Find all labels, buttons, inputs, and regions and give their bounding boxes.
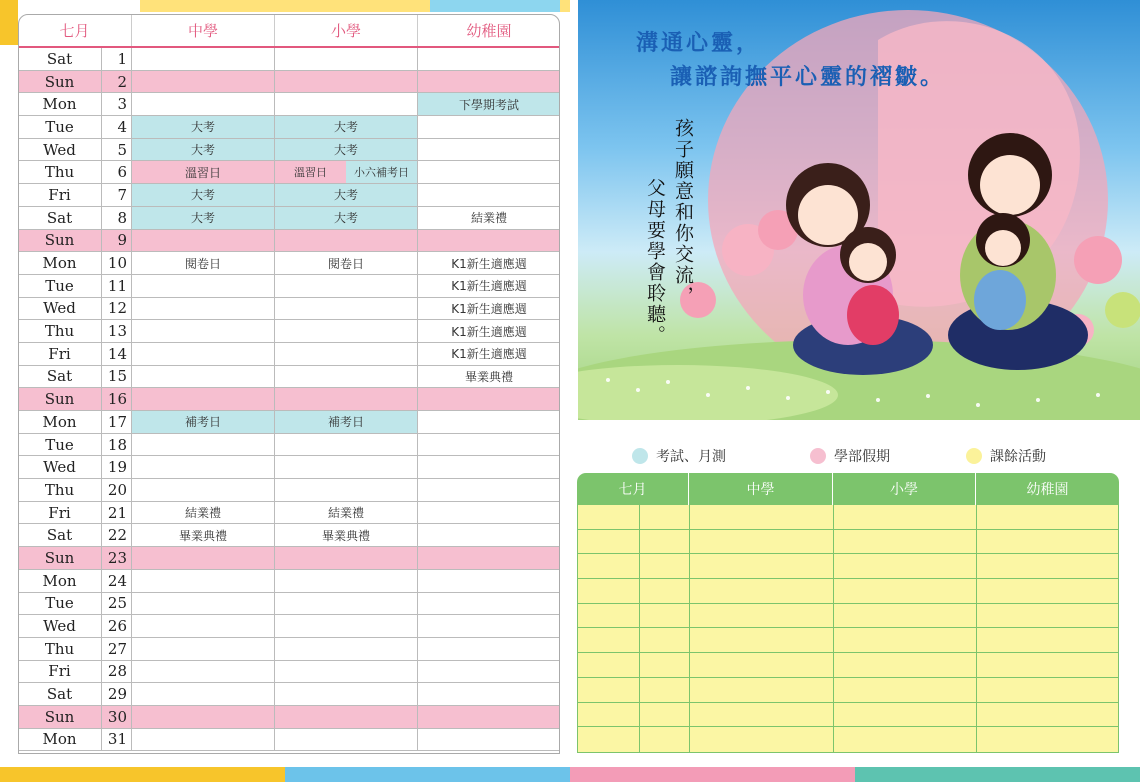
day-number: 4 [102,116,132,138]
notes-row [578,703,1118,728]
primary-cell [275,298,418,320]
day-name: Thu [18,479,102,501]
notes-cell [578,505,640,529]
calendar-row [18,230,560,253]
day-name: Tue [18,116,102,138]
day-number: 5 [102,139,132,161]
calendar-row [18,638,560,661]
calendar-rows [18,48,560,751]
calendar-row [18,252,560,275]
kindergarten-cell [418,456,560,478]
kindergarten-cell [418,71,560,93]
notes-cell [690,727,834,752]
secondary-cell: 大考 [132,139,275,161]
july-calendar [18,14,560,754]
notes-table-header [577,473,1119,505]
secondary-cell [132,683,275,705]
secondary-cell: 溫習日 [132,161,275,183]
kindergarten-cell [418,434,560,456]
kindergarten-cell [418,184,560,206]
day-name: Tue [18,434,102,456]
secondary-cell [132,298,275,320]
notes-cell [834,554,977,578]
notes-cell [834,505,977,529]
secondary-cell [132,706,275,728]
calendar-row [18,524,560,547]
day-number: 20 [102,479,132,501]
kindergarten-cell: 下學期考試 [418,93,560,115]
day-name: Sun [18,71,102,93]
secondary-cell [132,456,275,478]
day-name: Wed [18,456,102,478]
day-number: 31 [102,729,132,751]
notes-cell [834,727,977,752]
kindergarten-cell [418,729,560,751]
day-name: Sun [18,706,102,728]
day-name: Sun [18,547,102,569]
day-number: 21 [102,502,132,524]
calendar-row [18,479,560,502]
header-primary: 小學 [275,14,418,46]
primary-cell [275,683,418,705]
secondary-cell [132,547,275,569]
notes-cell [640,505,690,529]
notes-row [578,604,1118,629]
secondary-cell [132,729,275,751]
legend-item-holiday [810,446,890,466]
day-number: 18 [102,434,132,456]
notes-row [578,505,1118,530]
secondary-cell [132,48,275,70]
primary-cell [275,729,418,751]
header-kindergarten: 幼稚園 [466,21,512,40]
notes-cell [640,604,690,628]
calendar-row [18,93,560,116]
kindergarten-cell [418,139,560,161]
primary-cell [275,71,418,93]
notes-cell [977,604,1118,628]
illustration-title-line1: 溝通心靈， [636,30,762,56]
primary-cell [275,593,418,615]
day-name: Mon [18,729,102,751]
day-number: 6 [102,161,132,183]
illustration-panel [578,0,1140,420]
primary-cell: 大考 [275,207,418,229]
notes-cell [690,678,834,702]
day-number: 19 [102,456,132,478]
day-name: Thu [18,638,102,660]
kindergarten-cell [418,230,560,252]
primary-cell-part: 溫習日 [275,161,346,183]
calendar-row [18,661,560,684]
notes-row [578,530,1118,555]
day-number: 15 [102,366,132,388]
notes-cell [578,628,640,652]
kindergarten-cell [418,638,560,660]
secondary-cell [132,388,275,410]
secondary-cell: 大考 [132,184,275,206]
primary-cell: 大考 [275,139,418,161]
notes-cell [834,530,977,554]
primary-cell [275,479,418,501]
day-number: 14 [102,343,132,365]
notes-cell [578,703,640,727]
kindergarten-cell: K1新生適應週 [451,347,527,362]
notes-table [577,473,1119,753]
secondary-cell [132,638,275,660]
notes-header-primary: 小學 [833,473,976,505]
primary-cell [275,661,418,683]
calendar-row [18,570,560,593]
primary-cell: 大考 [275,116,418,138]
notes-row [578,653,1118,678]
kindergarten-cell [418,388,560,410]
day-name: Fri [18,184,102,206]
notes-row [578,579,1118,604]
notes-cell [578,678,640,702]
primary-cell [275,706,418,728]
calendar-header [18,14,560,48]
day-number: 27 [102,638,132,660]
day-name: Sat [18,48,102,70]
notes-cell [977,727,1118,752]
legend-dot-activity [966,448,982,464]
day-number: 23 [102,547,132,569]
notes-header-month: 七月 [577,473,689,505]
kindergarten-cell [418,661,560,683]
calendar-row [18,683,560,706]
primary-cell [275,320,418,342]
day-number: 26 [102,615,132,637]
day-number: 28 [102,661,132,683]
calendar-row [18,116,560,139]
notes-cell [690,579,834,603]
notes-cell [640,530,690,554]
notes-cell [977,678,1118,702]
kindergarten-cell [418,615,560,637]
notes-cell [690,505,834,529]
kindergarten-cell [418,570,560,592]
primary-cell [275,343,418,365]
kindergarten-cell [418,683,560,705]
kindergarten-cell: K1新生適應週 [451,256,527,271]
kindergarten-cell: K1新生適應週 [451,279,527,294]
notes-cell [578,727,640,752]
secondary-cell [132,71,275,93]
primary-cell: 補考日 [275,411,418,433]
bottom-decor-strip [0,767,1140,782]
corner-decor [0,0,18,45]
calendar-row [18,343,560,366]
notes-cell [640,653,690,677]
kindergarten-cell [418,48,560,70]
primary-cell [275,570,418,592]
notes-cell [640,579,690,603]
primary-cell: 畢業典禮 [275,524,418,546]
primary-cell [275,638,418,660]
legend-label: 學部假期 [834,449,890,465]
day-number: 9 [102,230,132,252]
notes-cell [578,653,640,677]
notes-cell [690,628,834,652]
kindergarten-cell [418,502,560,524]
primary-cell [275,388,418,410]
calendar-row [18,366,560,389]
notes-header-secondary: 中學 [689,473,833,505]
secondary-cell: 畢業典禮 [132,524,275,546]
header-secondary: 中學 [132,14,275,46]
legend-dot-exam [632,448,648,464]
kindergarten-cell [418,547,560,569]
top-decor-blue [430,0,560,12]
day-number: 22 [102,524,132,546]
day-name: Sat [18,366,102,388]
notes-table-body [577,505,1119,753]
secondary-cell: 補考日 [132,411,275,433]
notes-cell [977,628,1118,652]
day-name: Thu [18,320,102,342]
day-number: 16 [102,388,132,410]
day-number: 12 [102,298,132,320]
calendar-row [18,298,560,321]
day-name: Sun [18,388,102,410]
calendar-row [18,615,560,638]
calendar-row [18,411,560,434]
primary-cell: 大考 [275,184,418,206]
day-name: Mon [18,252,102,274]
calendar-row [18,388,560,411]
kindergarten-cell: K1新生適應週 [451,324,527,339]
calendar-row [18,593,560,616]
notes-cell [640,678,690,702]
notes-cell [690,554,834,578]
day-number: 11 [102,275,132,297]
notes-row [578,628,1118,653]
illustration-verse-line2: 父母要學會聆聽。 [644,178,666,346]
legend-label: 考試、月測 [656,449,726,465]
calendar-row [18,161,560,184]
secondary-cell [132,661,275,683]
notes-cell [834,604,977,628]
primary-cell [275,230,418,252]
notes-cell [834,653,977,677]
day-number: 30 [102,706,132,728]
notes-header-kindergarten: 幼稚園 [1026,482,1069,498]
day-number: 25 [102,593,132,615]
primary-cell [275,434,418,456]
kindergarten-cell [418,411,560,433]
notes-cell [690,604,834,628]
header-month: 七月 [18,14,132,46]
notes-cell [640,628,690,652]
kindergarten-cell [418,593,560,615]
day-name: Tue [18,593,102,615]
notes-cell [977,653,1118,677]
legend-item-activity [966,446,1046,466]
day-name: Wed [18,298,102,320]
secondary-cell: 閱卷日 [132,252,275,274]
notes-cell [690,703,834,727]
notes-cell [690,653,834,677]
kindergarten-cell [418,161,560,183]
day-name: Wed [18,139,102,161]
primary-cell [275,615,418,637]
primary-cell [275,48,418,70]
day-number: 7 [102,184,132,206]
day-name: Mon [18,570,102,592]
calendar-row [18,729,560,752]
notes-row [578,727,1118,752]
notes-cell [578,604,640,628]
notes-cell [578,554,640,578]
day-number: 2 [102,71,132,93]
notes-cell [977,703,1118,727]
day-name: Mon [18,93,102,115]
day-name: Sat [18,207,102,229]
day-name: Thu [18,161,102,183]
notes-cell [578,579,640,603]
notes-cell [640,727,690,752]
calendar-row [18,207,560,230]
secondary-cell [132,593,275,615]
notes-cell [977,530,1118,554]
day-number: 29 [102,683,132,705]
legend [578,446,1140,470]
calendar-row [18,139,560,162]
notes-cell [640,703,690,727]
primary-cell [275,366,418,388]
secondary-cell [132,479,275,501]
day-number: 1 [102,48,132,70]
secondary-cell [132,230,275,252]
day-name: Wed [18,615,102,637]
notes-cell [977,505,1118,529]
day-number: 3 [102,93,132,115]
notes-cell [977,554,1118,578]
primary-cell-part: 小六補考日 [346,161,417,183]
day-name: Sat [18,683,102,705]
secondary-cell [132,93,275,115]
notes-cell [640,554,690,578]
secondary-cell: 大考 [132,116,275,138]
kindergarten-cell [418,479,560,501]
day-name: Sat [18,524,102,546]
calendar-row [18,547,560,570]
notes-cell [977,579,1118,603]
illustration-verse-line1: 孩子願意和你交流， [672,118,694,307]
calendar-row [18,434,560,457]
kindergarten-cell [418,706,560,728]
legend-item-exam [632,446,726,466]
kindergarten-cell [418,116,560,138]
kindergarten-cell: 畢業典禮 [464,369,513,384]
primary-cell [275,547,418,569]
notes-cell [578,530,640,554]
secondary-cell [132,320,275,342]
primary-cell [275,275,418,297]
secondary-cell [132,366,275,388]
secondary-cell [132,343,275,365]
primary-cell [275,93,418,115]
secondary-cell: 結業禮 [132,502,275,524]
calendar-row [18,71,560,94]
notes-cell [834,579,977,603]
secondary-cell [132,615,275,637]
calendar-row [18,184,560,207]
day-name: Sun [18,230,102,252]
calendar-row [18,502,560,525]
kindergarten-cell: K1新生適應週 [451,301,527,316]
kindergarten-cell: 結業禮 [470,211,507,226]
notes-cell [834,678,977,702]
secondary-cell [132,434,275,456]
day-name: Fri [18,343,102,365]
day-name: Fri [18,661,102,683]
day-number: 17 [102,411,132,433]
primary-cell [275,456,418,478]
notes-row [578,678,1118,703]
illustration-title-line2: 讓諮詢撫平心靈的褶皺。 [670,64,946,90]
day-number: 8 [102,207,132,229]
notes-cell [690,530,834,554]
notes-cell [834,628,977,652]
calendar-row [18,706,560,729]
secondary-cell [132,570,275,592]
legend-label: 課餘活動 [990,449,1046,465]
day-number: 13 [102,320,132,342]
calendar-row [18,320,560,343]
day-name: Fri [18,502,102,524]
day-number: 24 [102,570,132,592]
primary-cell: 閱卷日 [275,252,418,274]
kindergarten-cell [418,524,560,546]
calendar-row [18,456,560,479]
secondary-cell [132,275,275,297]
secondary-cell: 大考 [132,207,275,229]
notes-cell [834,703,977,727]
notes-row [578,554,1118,579]
primary-cell [275,161,418,183]
day-name: Mon [18,411,102,433]
legend-dot-holiday [810,448,826,464]
day-name: Tue [18,275,102,297]
primary-cell: 結業禮 [275,502,418,524]
calendar-row [18,275,560,298]
day-number: 10 [102,252,132,274]
calendar-row [18,48,560,71]
